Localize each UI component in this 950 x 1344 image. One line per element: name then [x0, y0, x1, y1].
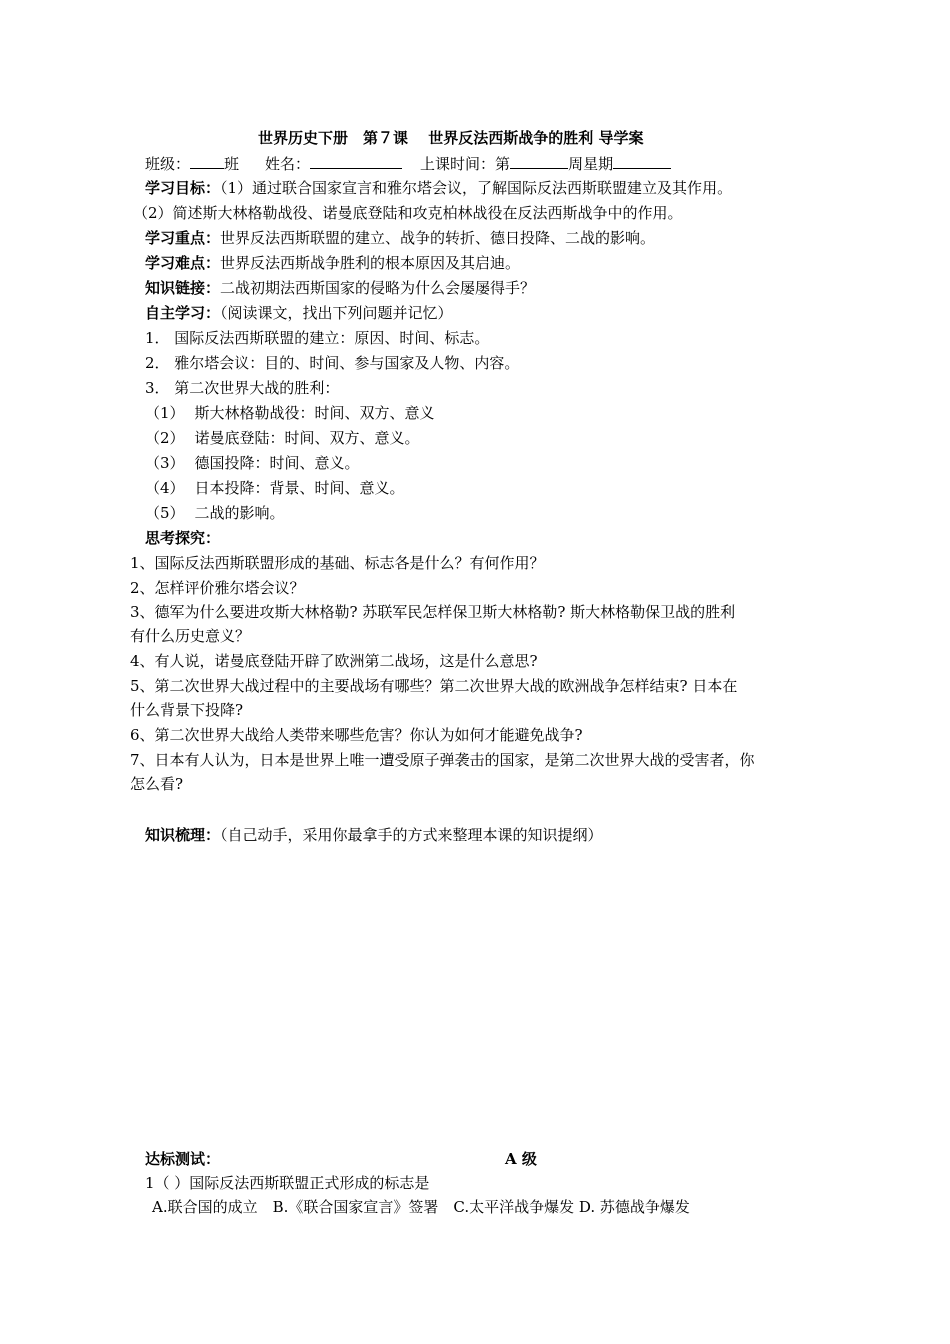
focus-label: 学习重点：: [145, 229, 221, 247]
question-4: 4、有人说，诺曼底登陆开辟了欧洲第二战场，这是什么意思?: [130, 652, 538, 670]
test-question-1: 1（ ）国际反法西斯联盟正式形成的标志是: [145, 1174, 430, 1192]
goals-line-1: （1）通过联合国家宣言和雅尔塔会议，了解国际反法西斯联盟建立及其作用。: [220, 179, 733, 197]
sub-item-number: （4）: [145, 479, 185, 497]
sub-item-text: 德国投降：时间、意义。: [194, 454, 360, 472]
list-item: 2． 雅尔塔会议：目的、时间、参与国家及人物、内容。: [145, 354, 520, 372]
learning-goals: [145, 178, 732, 198]
sub-item-text: 二战的影响。: [194, 504, 285, 522]
summary-label: 知识梳理：: [145, 826, 221, 844]
test-question-1-options: A.联合国的成立 B.《联合国家宣言》签署 C.太平洋战争爆发 D. 苏德战争爆发: [152, 1198, 690, 1216]
list-item: 3． 第二次世界大战的胜利：: [145, 379, 340, 397]
learning-focus: [145, 228, 655, 248]
list-item: 1． 国际反法西斯联盟的建立：原因、时间、标志。: [145, 329, 490, 347]
sub-list-item: [145, 478, 405, 498]
name-blank[interactable]: [310, 153, 402, 169]
sub-list-item: [145, 453, 360, 473]
difficulty-text: 世界反法西斯战争胜利的根本原因及其启迪。: [220, 254, 521, 272]
self-study: [145, 303, 453, 323]
knowledge-summary: [145, 825, 603, 845]
link-label: 知识链接：: [145, 279, 221, 297]
thinking-label: 思考探究：: [145, 529, 221, 547]
sub-list-item: [145, 403, 435, 423]
sub-item-text: 日本投降：背景、时间、意义。: [194, 479, 405, 497]
summary-text: （自己动手，采用你最拿手的方式来整理本课的知识提纲）: [220, 826, 603, 844]
sub-list-item: [145, 428, 420, 448]
test-label: 达标测试：: [145, 1150, 221, 1168]
self-study-text: （阅读课文，找出下列问题并记忆）: [220, 304, 453, 322]
sub-item-text: 斯大林格勒战役：时间、双方、意义: [194, 404, 435, 422]
sub-item-number: （5）: [145, 504, 185, 522]
question-3-line-1: 3、德军为什么要进攻斯大林格勒? 苏联军民怎样保卫斯大林格勒? 斯大林格勒保卫战的胜利: [130, 603, 736, 621]
question-5-line-2: 什么背景下投降?: [130, 701, 244, 719]
lesson-number-blank[interactable]: [510, 153, 568, 169]
question-1: 1、国际反法西斯联盟形成的基础、标志各是什么？有何作用？: [130, 554, 545, 572]
class-blank[interactable]: [190, 153, 224, 169]
knowledge-link: [145, 278, 535, 298]
student-info-line: [145, 153, 671, 174]
sub-item-number: （1）: [145, 404, 185, 422]
question-7-line-1: 7、日本有人认为，日本是世界上唯一遭受原子弹袭击的国家，是第二次世界大战的受害者，你: [130, 751, 755, 769]
name-label: 姓名：: [265, 155, 311, 173]
page-title: 世界历史下册 第７课 世界反法西斯战争的胜利 导学案: [258, 129, 644, 147]
goals-line-2: （2）简述斯大林格勒战役、诺曼底登陆和攻克柏林战役在反法西斯战争中的作用。: [133, 204, 683, 222]
question-6: 6、第二次世界大战给人类带来哪些危害？你认为如何才能避免战争?: [130, 726, 583, 744]
class-label: 班级：: [145, 155, 191, 173]
learning-difficulty: [145, 253, 520, 273]
difficulty-label: 学习难点：: [145, 254, 221, 272]
week-label: 周星期: [568, 155, 614, 173]
self-study-label: 自主学习：: [145, 304, 221, 322]
sub-item-number: （2）: [145, 429, 185, 447]
question-2: 2、怎样评价雅尔塔会议？: [130, 579, 305, 597]
weekday-blank[interactable]: [613, 153, 671, 169]
question-7-line-2: 怎么看?: [130, 775, 184, 793]
focus-text: 世界反法西斯联盟的建立、战争的转折、德日投降、二战的影响。: [220, 229, 656, 247]
question-5-line-1: 5、第二次世界大战过程中的主要战场有哪些？第二次世界大战的欧洲战争怎样结束? 日本在: [130, 677, 738, 695]
link-text: 二战初期法西斯国家的侵略为什么会屡屡得手？: [220, 279, 536, 297]
goals-label: 学习目标：: [145, 179, 221, 197]
test-level: A 级: [505, 1150, 537, 1168]
time-label: 上课时间：第: [420, 155, 511, 173]
class-suffix: 班: [224, 155, 240, 173]
sub-item-text: 诺曼底登陆：时间、双方、意义。: [194, 429, 420, 447]
sub-item-number: （3）: [145, 454, 185, 472]
sub-list-item: [145, 503, 285, 523]
question-3-line-2: 有什么历史意义？: [130, 627, 251, 645]
